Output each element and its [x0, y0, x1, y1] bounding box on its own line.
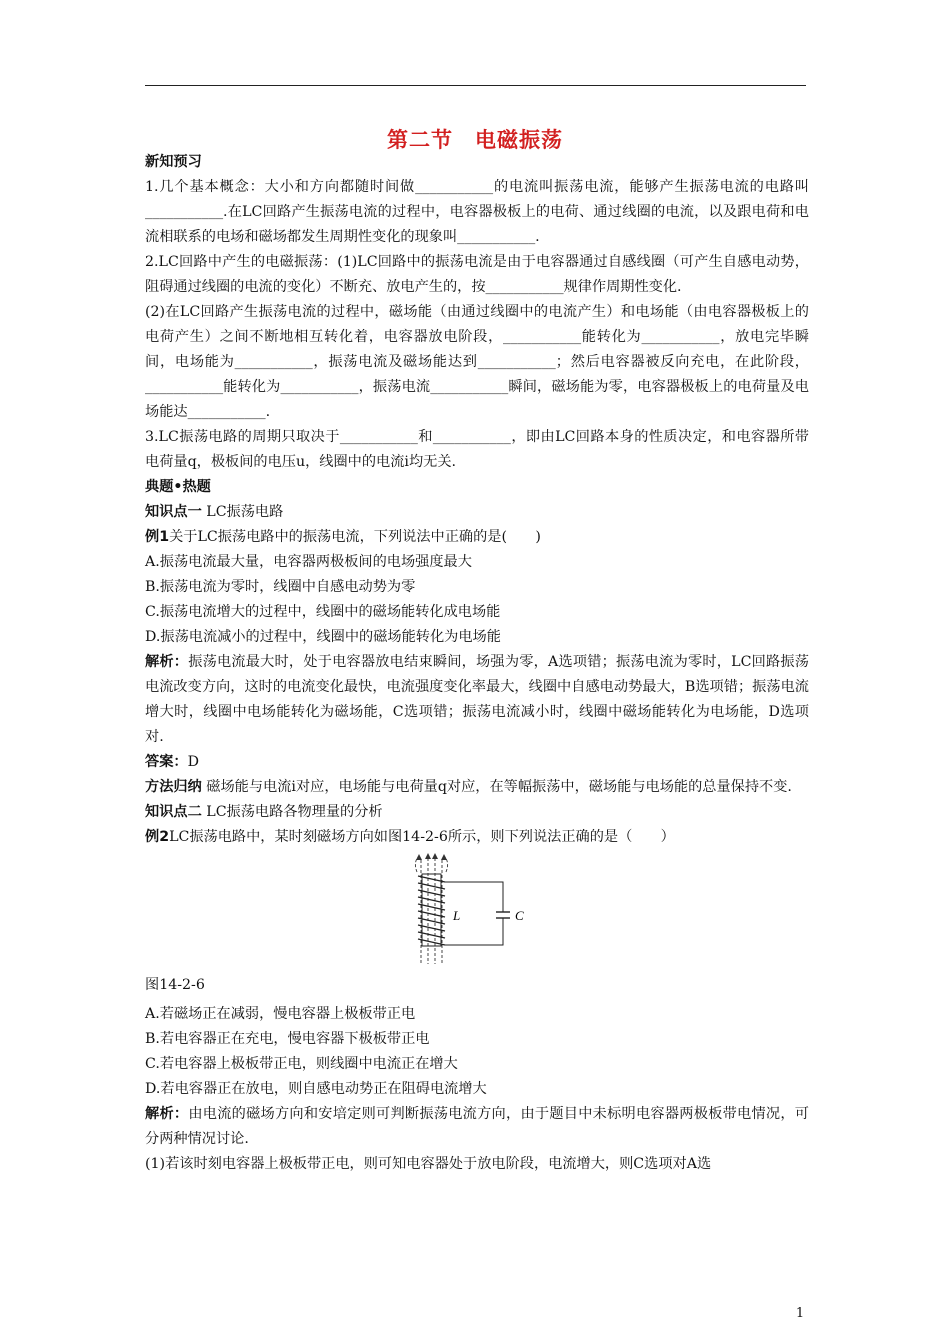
kp2-label: 知识点二: [145, 804, 202, 820]
ex2-analysis-text: 由电流的磁场方向和安培定则可判断振荡电流方向，由于题目中未标明电容器两极板带电情况，可分两种情况讨论.: [145, 1106, 809, 1147]
inductor-label: L: [453, 908, 461, 923]
preview-paragraph-3: (2)在LC回路产生振荡电流的过程中，磁场能（由通过线圈中的电流产生）和电场能（由电容器极板上的电荷产生）之间不断地相互转化着，电容器放电阶段，___________能转化为___________，放电完毕瞬间，电场能为___________，振荡电流及磁场能达到___________；然后电容器被反向充电，在此阶段，___________能转化为___________，振荡电流___________瞬间，磁场能为零，电容器极板上的电荷量及电场能达___________.: [145, 304, 809, 420]
ex2-analysis-label: 解析：: [145, 1106, 189, 1122]
ex1-option-c: C.振荡电流增大的过程中，线圈中的磁场能转化成电场能: [145, 604, 501, 620]
method-summary: [145, 775, 809, 800]
ex1-analysis-label: 解析：: [145, 654, 189, 670]
page-number-text: 1: [795, 1306, 805, 1321]
lc-circuit-figure: [403, 852, 543, 967]
method-text: 磁场能与电流i对应，电场能与电荷量q对应，在等幅振荡中，磁场能与电场能的总量保持不变.: [201, 779, 792, 795]
header-rule: [145, 85, 806, 86]
knowledge-point-2: [145, 800, 809, 825]
ex1-analysis: [145, 650, 809, 750]
ex1-answer-label: 答案：: [145, 754, 188, 770]
example-2-question: [145, 825, 809, 850]
ex2-option-b: B.若电容器正在充电，慢电容器下极板带正电: [145, 1031, 430, 1047]
section-heading: 典题•热题: [145, 479, 211, 495]
ex1-text: 关于LC振荡电路中的振荡电流，下列说法中正确的是( ): [169, 529, 541, 545]
page-number: [0, 1306, 950, 1321]
preview-paragraph-2: 2.LC回路中产生的电磁振荡：(1)LC回路中的振荡电流是由于电容器通过自感线圈（可产生自感电动势，阻碍通过线圈的电流的变化）不断充、放电产生的，按___________规律作周期性变化.: [145, 254, 809, 295]
example-1-question: [145, 525, 809, 550]
ex1-answer-text: D: [187, 754, 199, 770]
preview-paragraph-4: 3.LC振荡电路的周期只取决于___________和___________，即由LC回路本身的性质决定，和电容器所带电荷量q，极板间的电压u，线圈中的电流i均无关.: [145, 429, 809, 470]
ex1-option-a: A.振荡电流最大量，电容器两极板间的电场强度最大: [145, 554, 472, 570]
method-label: 方法归纳: [145, 779, 202, 795]
ex2-option-d: D.若电容器正在放电，则自感电动势正在阻碍电流增大: [145, 1081, 487, 1097]
page-title: 第二节 电磁振荡: [387, 128, 563, 152]
kp1-label: 知识点一: [145, 504, 202, 520]
ex2-text: LC振荡电路中，某时刻磁场方向如图14-2-6所示，则下列说法正确的是（ ）: [169, 829, 675, 845]
capacitor-label: C: [515, 908, 524, 923]
knowledge-point-1: [145, 500, 809, 525]
preview-paragraph-1: 1.几个基本概念：大小和方向都随时间做___________的电流叫振荡电流，能够产生振荡电流的电路叫___________.在LC回路产生振荡电流的过程中，电容器极板上的电荷、通过线圈的电流，以及跟电荷和电流相联系的电场和磁场都发生周期性变化的现象叫___________.: [145, 179, 809, 245]
field-arrow-icons: [416, 853, 447, 860]
kp1-text: LC振荡电路: [201, 504, 284, 520]
figure-caption: 图14-2-6: [145, 977, 205, 993]
ex1-option-b: B.振荡电流为零时，线圈中自感电动势为零: [145, 579, 416, 595]
document-body: [145, 150, 809, 1177]
ex1-analysis-text: 振荡电流最大时，处于电容器放电结束瞬间，场强为零，A选项错；振荡电流为零时，LC回路振荡电流改变方向，这时的电流变化最快，电流强度变化率最大，线圈中自感电动势最大，B选项错；振荡电流增大时，线圈中电场能转化为磁场能，C选项错；振荡电流减小时，线圈中磁场能转化为电场能，D选项对.: [145, 654, 809, 745]
ex2-case-1: (1)若该时刻电容器上极板带正电，则可知电容器处于放电阶段，电流增大，则C选项对A选: [145, 1156, 712, 1172]
capacitor-icon: [496, 912, 510, 918]
ex1-answer: [145, 750, 809, 775]
ex2-option-c: C.若电容器上极板带正电，则线圈中电流正在增大: [145, 1056, 458, 1072]
preview-heading: 新知预习: [145, 154, 202, 170]
kp2-text: LC振荡电路各物理量的分析: [201, 804, 383, 820]
ex2-label: 例2: [145, 829, 170, 845]
ex2-analysis: [145, 1102, 809, 1152]
ex1-option-d: D.振荡电流减小的过程中，线圈中的磁场能转化为电场能: [145, 629, 501, 645]
ex1-label: 例1: [145, 529, 170, 545]
ex2-option-a: A.若磁场正在减弱，慢电容器上极板带正电: [145, 1006, 416, 1022]
